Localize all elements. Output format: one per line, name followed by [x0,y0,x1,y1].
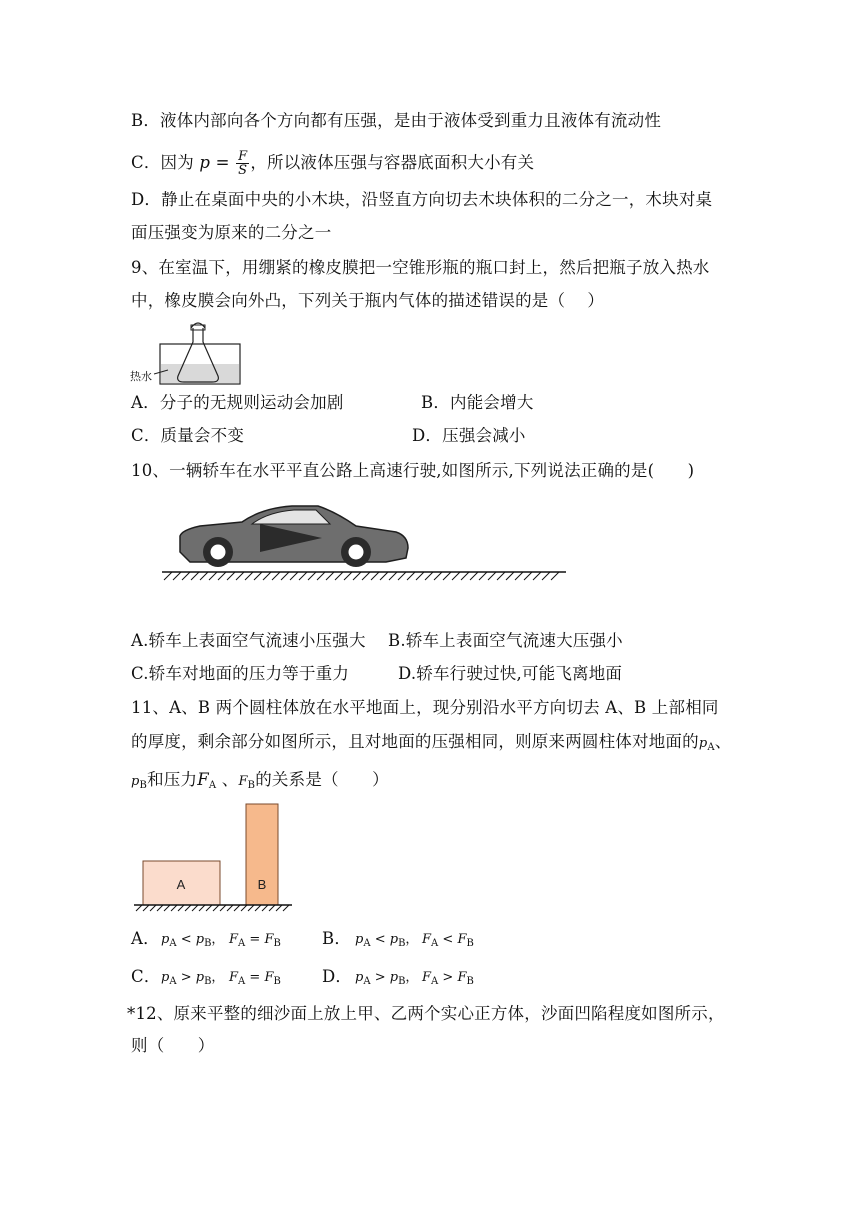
hatch-mark [199,905,205,911]
q12-stem-line1: *12、原来平整的细沙面上放上甲、乙两个实心正方体，沙面凹陷程度如图所示， [127,1004,725,1023]
hatch-mark [185,905,191,911]
q8-option-b: B．液体内部向各个方向都有压强，是由于液体受到重力且液体有流动性 [131,111,662,130]
sub: B [466,938,474,949]
hatch-mark [344,572,352,580]
q11-option-a [131,928,160,950]
hatch-mark [551,572,559,580]
symbol-sub: B [139,780,148,791]
q11-option-d-rel2: $F_A > F_B$ [422,970,474,987]
symbol-f: F [238,774,248,789]
p: p [161,970,170,985]
q11-option-d-rel1: $p_A > p_B$， [355,970,419,987]
option-letter: C． [131,967,161,986]
car-front-hub [210,544,226,560]
q8-option-d-line1: D．静止在桌面中央的小木块，沿竖直方向切去木块体积的二分之一，木块对桌 [131,190,713,209]
hatch-mark [276,905,282,911]
sub: B [398,976,406,987]
hatch-mark [255,905,261,911]
sub: B [204,938,212,949]
hatch-mark [434,572,442,580]
q10-stem: 10、一辆轿车在水平平直公路上高速行驶,如图所示,下列说法正确的是( ) [131,461,695,480]
hatch-mark [220,905,226,911]
q11-option-b-rel2: $F_A < F_B$ [422,932,474,949]
q10-option-a: A.轿车上表面空气流速小压强大 [131,631,366,650]
option-letter: A． [131,929,160,948]
hatch-mark [248,905,254,911]
sub: A [363,976,371,987]
q8-option-c [131,150,534,177]
ground-hatch [136,905,289,911]
hatch-mark [425,572,433,580]
hatch-mark [317,572,325,580]
hatch-mark [263,572,271,580]
q11-stem-line1: 11、A、B 两个圆柱体放在水平地面上，现分别沿水平方向切去 A、B 上部相同 [131,698,719,717]
hot-water [161,364,240,383]
punct: 、 [714,732,732,751]
hatch-mark [542,572,550,580]
q11-option-b [322,928,351,950]
q10-option-c: C.轿车对地面的压力等于重力 [131,664,350,683]
hatch-mark [326,572,334,580]
hatch-mark [191,572,199,580]
block-b-label: B [257,877,267,892]
cylinders-figure [130,800,300,916]
p: p [161,932,170,947]
symbol-f: F [197,770,209,789]
sub: A [238,938,246,949]
q11-option-c-rel2: $F_A = F_B$ [229,970,281,987]
formula-fraction [236,150,249,177]
q11-option-a-rel1: $p_A < p_B$， [161,932,225,949]
hatch-mark [241,905,247,911]
sub: A [169,976,177,987]
q11-stem-line2 [131,731,731,759]
symbol-p: p [131,774,140,789]
hatch-mark [200,572,208,580]
hatch-mark [362,572,370,580]
q10-option-b: B.轿车上表面空气流速大压强小 [388,631,623,650]
hatch-mark [171,905,177,911]
hatch-mark [234,905,240,911]
hatch-mark [254,572,262,580]
hatch-mark [290,572,298,580]
q8-option-d-line2: 面压强变为原来的二分之一 [131,223,332,242]
q9-option-d: D．压强会减小 [412,426,526,445]
q11-option-c-rel1: $p_A > p_B$， [161,970,225,987]
hatch-mark [262,905,268,911]
sub: A [431,938,439,949]
hatch-mark [380,572,388,580]
hatch-mark [236,572,244,580]
q9-stem-line1: 9、在室温下，用绷紧的橡皮膜把一空锥形瓶的瓶口封上，然后把瓶子放入热水 [131,258,710,277]
hatch-mark [479,572,487,580]
symbol-sub: A [208,780,217,791]
hatch-mark [497,572,505,580]
option-letter: B． [322,929,352,948]
hatch-mark [178,905,184,911]
hatch-mark [209,572,217,580]
sub: B [273,976,281,987]
hatch-mark [281,572,289,580]
q11-text: 和压力 [147,770,198,789]
p: p [355,970,364,985]
hatch-mark [515,572,523,580]
option-letter: D． [322,967,353,986]
q12-stem-line2: 则（ ） [131,1036,215,1055]
f: F [264,970,274,985]
ground-hatch [164,572,559,580]
hatch-mark [206,905,212,911]
hatch-mark [192,905,198,911]
p: p [195,932,205,947]
hatch-mark [470,572,478,580]
q8-option-c-prefix: C．因为 [131,153,194,172]
sub: A [169,938,177,949]
q11-text-end: 的关系是（ ） [255,770,389,789]
p: p [355,932,364,947]
f: F [457,932,467,947]
hatch-mark [227,905,233,911]
sub: A [431,976,439,987]
q9-stem-line2: 中，橡皮膜会向外凸，下列关于瓶内气体的描述错误的是（ ） [131,291,605,310]
q9-option-a: A．分子的无规则运动会加剧 [131,393,344,412]
symbol-p: p [698,736,708,751]
hatch-mark [245,572,253,580]
hatch-mark [218,572,226,580]
f: F [229,970,239,985]
hatch-mark [164,572,172,580]
hatch-mark [157,905,163,911]
hatch-mark [488,572,496,580]
p: p [389,932,399,947]
hatch-mark [353,572,361,580]
q8-option-c-suffix: ，所以液体压强与容器底面积大小有关 [250,153,535,172]
f: F [229,932,239,947]
p: p [195,970,205,985]
formula-denominator: S [238,163,248,178]
q9-option-b: B．内能会增大 [421,393,534,412]
hatch-mark [143,905,149,911]
p: p [389,970,399,985]
q11-stem-line3 [131,769,389,797]
block-a-label: A [176,877,186,892]
hatch-mark [398,572,406,580]
hatch-mark [173,572,181,580]
f: F [457,970,467,985]
hatch-mark [524,572,532,580]
hatch-mark [335,572,343,580]
q11-option-b-rel1: $p_A < p_B$， [355,932,419,949]
hatch-mark [407,572,415,580]
symbol-sub: B [247,780,256,791]
sub: B [273,938,281,949]
formula-p: p [199,153,211,172]
symbol-sub: A [707,742,715,753]
hatch-mark [182,572,190,580]
sub: A [363,938,371,949]
formula-numerator: F [238,149,248,164]
hatch-mark [533,572,541,580]
q9-option-c: C．质量会不变 [131,426,245,445]
hatch-mark [506,572,514,580]
hatch-mark [452,572,460,580]
q11-option-a-rel2: $F_A = F_B$ [229,932,281,949]
sub: B [204,976,212,987]
hatch-mark [164,905,170,911]
hatch-mark [443,572,451,580]
sub: B [398,938,406,949]
q11-stem-line2-text: 的厚度，剩余部分如图所示，且对地面的压强相同，则原来两圆柱体对地面的 [131,732,699,751]
f: F [422,932,432,947]
hatch-mark [272,572,280,580]
hatch-mark [227,572,235,580]
punct: 、 [216,770,239,789]
fig-label-hot-water: 热水 [130,370,152,383]
hatch-mark [283,905,289,911]
sub: B [466,976,474,987]
hatch-mark [389,572,397,580]
f: F [422,970,432,985]
hatch-mark [308,572,316,580]
sub: A [238,976,246,987]
f: F [264,932,274,947]
q11-option-d [322,966,352,988]
hatch-mark [213,905,219,911]
hatch-mark [461,572,469,580]
q10-option-d: D.轿车行驶过快,可能飞离地面 [398,664,623,683]
car-figure [160,500,570,596]
formula-eq: = [210,153,236,172]
q11-option-c [131,966,161,988]
hatch-mark [299,572,307,580]
hatch-mark [269,905,275,911]
hatch-mark [371,572,379,580]
hatch-mark [150,905,156,911]
car-rear-hub [348,544,364,560]
hatch-mark [136,905,142,911]
hatch-mark [416,572,424,580]
